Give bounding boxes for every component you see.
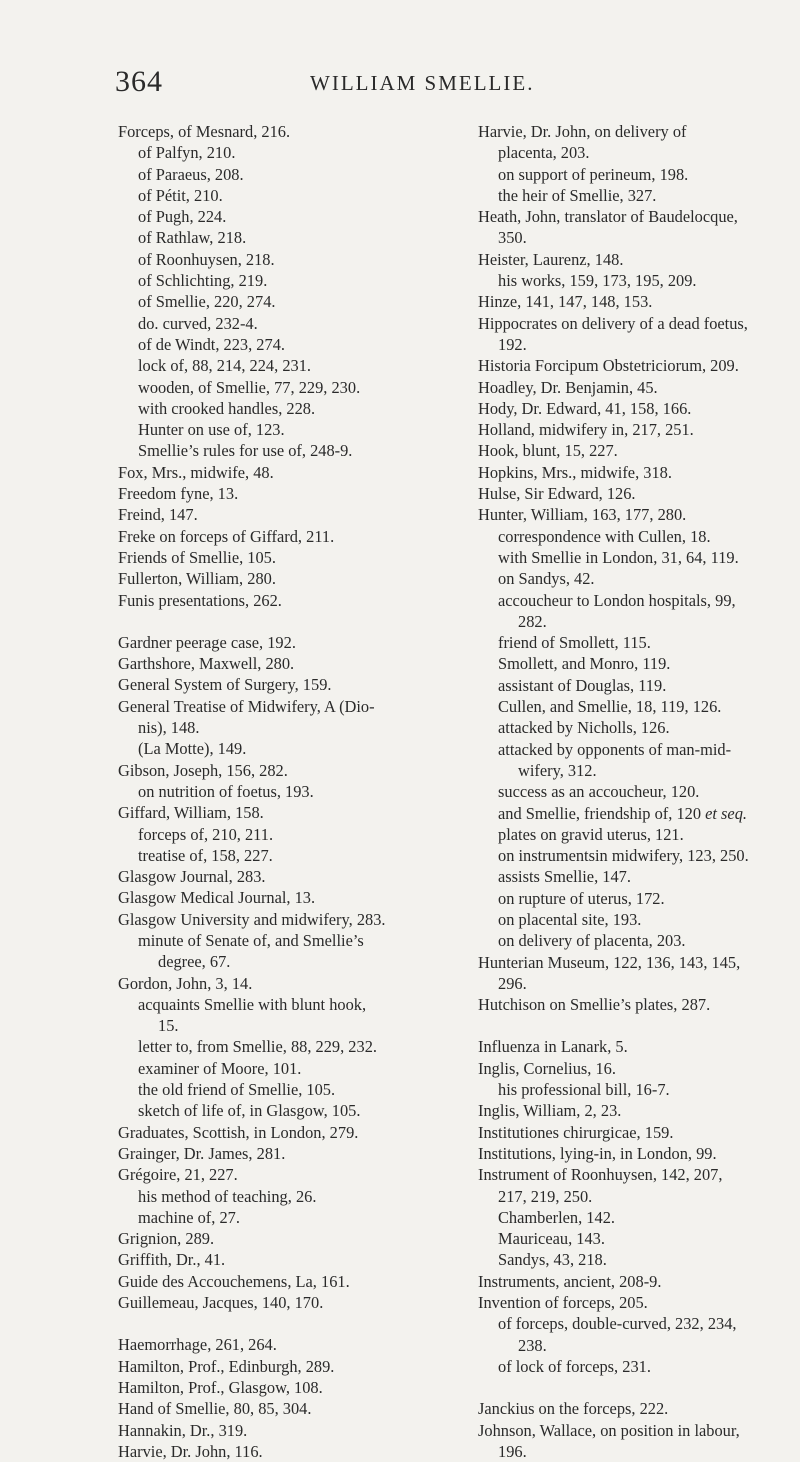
index-subentry	[118, 781, 458, 802]
entry-text: Glasgow Medical Journal, 13.	[118, 888, 316, 908]
entry-text: 196.	[498, 1441, 527, 1461]
index-entry	[118, 760, 458, 781]
index-subentry	[118, 930, 458, 951]
entry-text: attacked by opponents of man-mid-	[498, 739, 732, 759]
index-subentry	[118, 291, 458, 312]
index-subentry	[118, 313, 458, 334]
entry-text: Historia Forcipum Obstetriciorum, 209.	[478, 356, 739, 376]
entry-text: Instruments, ancient, 208-9.	[478, 1271, 662, 1291]
index-subentry	[118, 845, 458, 866]
entry-text: General System of Surgery, 159.	[118, 675, 332, 695]
entry-text: of forceps, double-curved, 232, 234,	[498, 1314, 737, 1334]
index-column-right	[478, 121, 800, 1462]
index-subentry	[478, 568, 800, 589]
entry-italic-suffix: et seq.	[705, 803, 747, 823]
entry-text: assists Smellie, 147.	[498, 867, 631, 887]
entry-text: Guillemeau, Jacques, 140, 170.	[118, 1293, 324, 1313]
entry-text: Chamberlen, 142.	[498, 1207, 615, 1227]
entry-text: Hinze, 141, 147, 148, 153.	[478, 292, 653, 312]
index-entry	[478, 440, 800, 461]
entry-text: Instrument of Roonhuysen, 142, 207,	[478, 1165, 723, 1185]
entry-text: 296.	[498, 973, 527, 993]
index-subentry	[478, 1441, 800, 1462]
entry-text: Invention of forceps, 205.	[478, 1293, 648, 1313]
entry-text: Harvie, Dr. John, on delivery of	[478, 122, 687, 141]
index-subentry	[118, 1079, 458, 1100]
entry-text: with crooked handles, 228.	[138, 398, 316, 418]
entry-text: wifery, 312.	[518, 760, 597, 780]
index-subentry	[478, 185, 800, 206]
index-subentry	[478, 1186, 800, 1207]
index-entry	[478, 1143, 800, 1164]
entry-text: his professional bill, 16-7.	[498, 1080, 670, 1100]
entry-text: Janckius on the forceps, 222.	[478, 1399, 669, 1419]
index-subentry	[478, 611, 800, 632]
entry-text: Smollett, and Monro, 119.	[498, 654, 671, 674]
entry-text: correspondence with Cullen, 18.	[498, 526, 711, 546]
entry-text: Gardner peerage case, 192.	[118, 632, 296, 652]
entry-text: Institutions, lying-in, in London, 99.	[478, 1143, 717, 1163]
entry-text: of Schlichting, 219.	[138, 271, 268, 291]
index-entry	[478, 398, 800, 419]
entry-text: Freedom fyne, 13.	[118, 484, 239, 504]
entry-text: Johnson, Wallace, on position in labour,	[478, 1420, 740, 1440]
index-subentry	[478, 227, 800, 248]
entry-text: 350.	[498, 228, 527, 248]
entry-text: on rupture of uterus, 172.	[498, 888, 665, 908]
entry-text: 217, 219, 250.	[498, 1186, 593, 1206]
entry-text: accoucheur to London hospitals, 99,	[498, 590, 736, 610]
index-entry	[118, 632, 458, 653]
entry-text: plates on gravid uterus, 121.	[498, 824, 684, 844]
entry-text: General Treatise of Midwifery, A (Dio-	[118, 696, 375, 716]
index-entry	[478, 1036, 800, 1057]
entry-text: Hamilton, Prof., Glasgow, 108.	[118, 1377, 323, 1397]
entry-text: Inglis, Cornelius, 16.	[478, 1058, 616, 1078]
index-entry	[478, 1100, 800, 1121]
entry-text: (La Motte), 149.	[138, 739, 247, 759]
index-entry	[118, 1249, 458, 1270]
index-entry	[478, 483, 800, 504]
index-subentry	[118, 249, 458, 270]
index-subentry	[478, 760, 800, 781]
entry-text: Garthshore, Maxwell, 280.	[118, 654, 295, 674]
entry-text: Cullen, and Smellie, 18, 119, 126.	[498, 697, 722, 717]
entry-text: do. curved, 232-4.	[138, 313, 258, 333]
entry-text: Fullerton, William, 280.	[118, 569, 276, 589]
index-entry	[118, 1228, 458, 1249]
entry-text: Heister, Laurenz, 148.	[478, 249, 624, 269]
entry-text: of Roonhuysen, 218.	[138, 249, 275, 269]
index-entry	[118, 653, 458, 674]
entry-text: Glasgow University and midwifery, 283.	[118, 909, 386, 929]
index-subentry	[478, 526, 800, 547]
page-header	[0, 64, 800, 100]
index-subentry	[478, 803, 800, 824]
index-entry	[478, 377, 800, 398]
index-subentry	[478, 164, 800, 185]
index-entry	[118, 1377, 458, 1398]
index-subentry	[478, 1313, 800, 1334]
entry-text: of Smellie, 220, 274.	[138, 292, 276, 312]
index-column-left	[118, 121, 458, 1462]
index-subentry	[478, 1207, 800, 1228]
entry-text: Heath, John, translator of Baudelocque,	[478, 207, 738, 227]
entry-text: attacked by Nicholls, 126.	[498, 718, 670, 738]
index-subentry	[118, 142, 458, 163]
index-entry	[478, 1164, 800, 1185]
index-subentry	[118, 377, 458, 398]
index-entry	[118, 568, 458, 589]
entry-text: his works, 159, 173, 195, 209.	[498, 271, 697, 291]
entry-text: on Sandys, 42.	[498, 569, 595, 589]
entry-text: lock of, 88, 214, 224, 231.	[138, 356, 311, 376]
index-entry	[478, 1398, 800, 1419]
index-subentry	[478, 909, 800, 930]
index-subentry	[478, 781, 800, 802]
index-subentry	[478, 1335, 800, 1356]
index-subentry	[118, 164, 458, 185]
entry-text: the heir of Smellie, 327.	[498, 185, 657, 205]
index-subentry	[478, 334, 800, 355]
index-subentry	[478, 824, 800, 845]
index-entry	[118, 121, 458, 142]
entry-text: sketch of life of, in Glasgow, 105.	[138, 1101, 361, 1121]
index-subentry	[118, 824, 458, 845]
index-entry	[118, 1143, 458, 1164]
index-subentry	[478, 653, 800, 674]
entry-text: Glasgow Journal, 283.	[118, 867, 266, 887]
entry-text: degree, 67.	[158, 952, 231, 972]
index-entry	[118, 1122, 458, 1143]
index-entry	[478, 355, 800, 376]
entry-text: 238.	[518, 1335, 547, 1355]
entry-text: 15.	[158, 1016, 179, 1036]
index-subentry	[118, 1207, 458, 1228]
index-entry	[118, 462, 458, 483]
index-subentry	[478, 547, 800, 568]
index-subentry	[118, 334, 458, 355]
index-entry	[118, 1398, 458, 1419]
index-subentry	[118, 994, 458, 1015]
entry-text: Hopkins, Mrs., midwife, 318.	[478, 462, 672, 482]
index-subentry	[118, 1015, 458, 1036]
entry-text: on support of perineum, 198.	[498, 164, 689, 184]
index-entry	[118, 504, 458, 525]
entry-text: Hunter on use of, 123.	[138, 420, 285, 440]
entry-text: and Smellie, friendship of, 120	[498, 803, 706, 823]
index-entry	[118, 1356, 458, 1377]
entry-text: Griffith, Dr., 41.	[118, 1250, 226, 1270]
entry-text: 282.	[518, 611, 547, 631]
index-subentry	[118, 440, 458, 461]
index-entry	[118, 526, 458, 547]
index-entry	[118, 590, 458, 611]
running-head: WILLIAM SMELLIE.	[310, 71, 535, 95]
index-entry	[478, 1420, 800, 1441]
index-entry	[118, 1271, 458, 1292]
entry-text: Gordon, John, 3, 14.	[118, 973, 253, 993]
entry-text: 192.	[498, 334, 527, 354]
entry-text: on delivery of placenta, 203.	[498, 931, 686, 951]
entry-text: Funis presentations, 262.	[118, 590, 282, 610]
entry-text: Fox, Mrs., midwife, 48.	[118, 462, 274, 482]
entry-text: Giffard, William, 158.	[118, 803, 264, 823]
entry-text: Inglis, William, 2, 23.	[478, 1101, 622, 1121]
entry-text: machine of, 27.	[138, 1207, 240, 1227]
index-entry	[118, 1164, 458, 1185]
index-entry	[118, 909, 458, 930]
entry-text: friend of Smollett, 115.	[498, 633, 651, 653]
entry-text: Hand of Smellie, 80, 85, 304.	[118, 1399, 312, 1419]
index-entry	[478, 1122, 800, 1143]
index-subentry	[118, 717, 458, 738]
index-entry	[118, 1292, 458, 1313]
index-subentry	[118, 355, 458, 376]
entry-text: Grignion, 289.	[118, 1229, 215, 1249]
entry-text: success as an accoucheur, 120.	[498, 782, 700, 802]
index-entry	[118, 866, 458, 887]
entry-text: examiner of Moore, 101.	[138, 1058, 302, 1078]
index-entry	[478, 1292, 800, 1313]
index-entry	[478, 504, 800, 525]
entry-text: minute of Senate of, and Smellie’s	[138, 930, 364, 950]
index-entry	[478, 121, 800, 142]
index-subentry	[118, 419, 458, 440]
index-subentry	[478, 675, 800, 696]
index-subentry	[118, 227, 458, 248]
index-entry	[478, 249, 800, 270]
index-entry	[118, 483, 458, 504]
entry-text: Mauriceau, 143.	[498, 1229, 605, 1249]
entry-text: Graduates, Scottish, in London, 279.	[118, 1122, 359, 1142]
entry-text: assistant of Douglas, 119.	[498, 675, 667, 695]
index-entry	[118, 674, 458, 695]
entry-text: the old friend of Smellie, 105.	[138, 1080, 336, 1100]
index-subentry	[118, 185, 458, 206]
index-entry	[118, 1334, 458, 1355]
index-subentry	[478, 1356, 800, 1377]
index-subentry	[478, 1249, 800, 1270]
entry-text: acquaints Smellie with blunt hook,	[138, 994, 367, 1014]
entry-text: Freind, 147.	[118, 505, 198, 525]
entry-text: of Pugh, 224.	[138, 207, 227, 227]
index-subentry	[478, 270, 800, 291]
entry-text: Gibson, Joseph, 156, 282.	[118, 760, 288, 780]
entry-text: of lock of forceps, 231.	[498, 1356, 651, 1376]
index-entry	[478, 1058, 800, 1079]
entry-text: Hody, Dr. Edward, 41, 158, 166.	[478, 398, 692, 418]
entry-text: Sandys, 43, 218.	[498, 1250, 607, 1270]
index-entry	[478, 462, 800, 483]
index-subentry	[478, 1079, 800, 1100]
entry-text: of de Windt, 223, 274.	[138, 334, 285, 354]
index-entry	[478, 994, 800, 1015]
entry-text: Hunter, William, 163, 177, 280.	[478, 505, 687, 525]
entry-text: Hannakin, Dr., 319.	[118, 1420, 248, 1440]
index-subentry	[118, 1100, 458, 1121]
entry-text: nis), 148.	[138, 718, 200, 738]
entry-text: Influenza in Lanark, 5.	[478, 1037, 628, 1057]
index-entry	[118, 1441, 458, 1462]
index-subentry	[118, 1186, 458, 1207]
entry-text: Hook, blunt, 15, 227.	[478, 441, 618, 461]
entry-text: treatise of, 158, 227.	[138, 845, 273, 865]
entry-text: forceps of, 210, 211.	[138, 824, 274, 844]
entry-text: his method of teaching, 26.	[138, 1186, 317, 1206]
entry-text: on placental site, 193.	[498, 909, 642, 929]
entry-text: Harvie, Dr. John, 116.	[118, 1441, 263, 1461]
index-subentry	[478, 739, 800, 760]
entry-text: of Paraeus, 208.	[138, 164, 244, 184]
entry-text: of Rathlaw, 218.	[138, 228, 247, 248]
entry-text: Hoadley, Dr. Benjamin, 45.	[478, 377, 658, 397]
entry-text: Hulse, Sir Edward, 126.	[478, 484, 636, 504]
index-entry	[118, 802, 458, 823]
index-subentry	[478, 930, 800, 951]
entry-text: on instrumentsin midwifery, 123, 250.	[498, 846, 749, 866]
entry-text: with Smellie in London, 31, 64, 119.	[498, 547, 739, 567]
index-subentry	[118, 738, 458, 759]
index-subentry	[478, 696, 800, 717]
index-entry	[118, 547, 458, 568]
entry-text: of Pétit, 210.	[138, 185, 223, 205]
entry-text: Hunterian Museum, 122, 136, 143, 145,	[478, 952, 741, 972]
index-entry	[118, 696, 458, 717]
entry-text: Freke on forceps of Giffard, 211.	[118, 526, 335, 546]
entry-text: Friends of Smellie, 105.	[118, 547, 276, 567]
entry-text: Hutchison on Smellie’s plates, 287.	[478, 995, 711, 1015]
index-subentry	[478, 717, 800, 738]
entry-text: Guide des Accouchemens, La, 161.	[118, 1271, 350, 1291]
entry-text: Forceps, of Mesnard, 216.	[118, 122, 291, 141]
index-subentry	[118, 951, 458, 972]
entry-text: Grégoire, 21, 227.	[118, 1165, 238, 1185]
index-subentry	[478, 888, 800, 909]
index-entry	[478, 1271, 800, 1292]
entry-text: Institutiones chirurgicae, 159.	[478, 1122, 674, 1142]
entry-text: Smellie’s rules for use of, 248-9.	[138, 441, 353, 461]
index-subentry	[478, 142, 800, 163]
index-subentry	[118, 398, 458, 419]
entry-text: of Palfyn, 210.	[138, 143, 236, 163]
index-entry	[478, 206, 800, 227]
index-entry	[118, 887, 458, 908]
index-entry	[478, 313, 800, 334]
index-subentry	[478, 845, 800, 866]
index-entry	[478, 952, 800, 973]
index-entry	[478, 419, 800, 440]
index-subentry	[118, 1058, 458, 1079]
index-subentry	[118, 206, 458, 227]
entry-text: Grainger, Dr. James, 281.	[118, 1143, 286, 1163]
index-subentry	[478, 973, 800, 994]
entry-text: Holland, midwifery in, 217, 251.	[478, 420, 694, 440]
index-subentry	[118, 1036, 458, 1057]
index-subentry	[478, 866, 800, 887]
entry-text: wooden, of Smellie, 77, 229, 230.	[138, 377, 361, 397]
entry-text: letter to, from Smellie, 88, 229, 232.	[138, 1037, 377, 1057]
entry-text: on nutrition of foetus, 193.	[138, 781, 314, 801]
index-subentry	[478, 590, 800, 611]
index-subentry	[478, 632, 800, 653]
entry-text: Hamilton, Prof., Edinburgh, 289.	[118, 1356, 335, 1376]
index-entry	[118, 973, 458, 994]
entry-text: Hippocrates on delivery of a dead foetus,	[478, 313, 748, 333]
index-subentry	[118, 270, 458, 291]
entry-text: placenta, 203.	[498, 143, 590, 163]
entry-text: Haemorrhage, 261, 264.	[118, 1335, 277, 1355]
index-entry	[118, 1420, 458, 1441]
index-subentry	[478, 1228, 800, 1249]
page-number: 364	[115, 65, 163, 98]
index-entry	[478, 291, 800, 312]
